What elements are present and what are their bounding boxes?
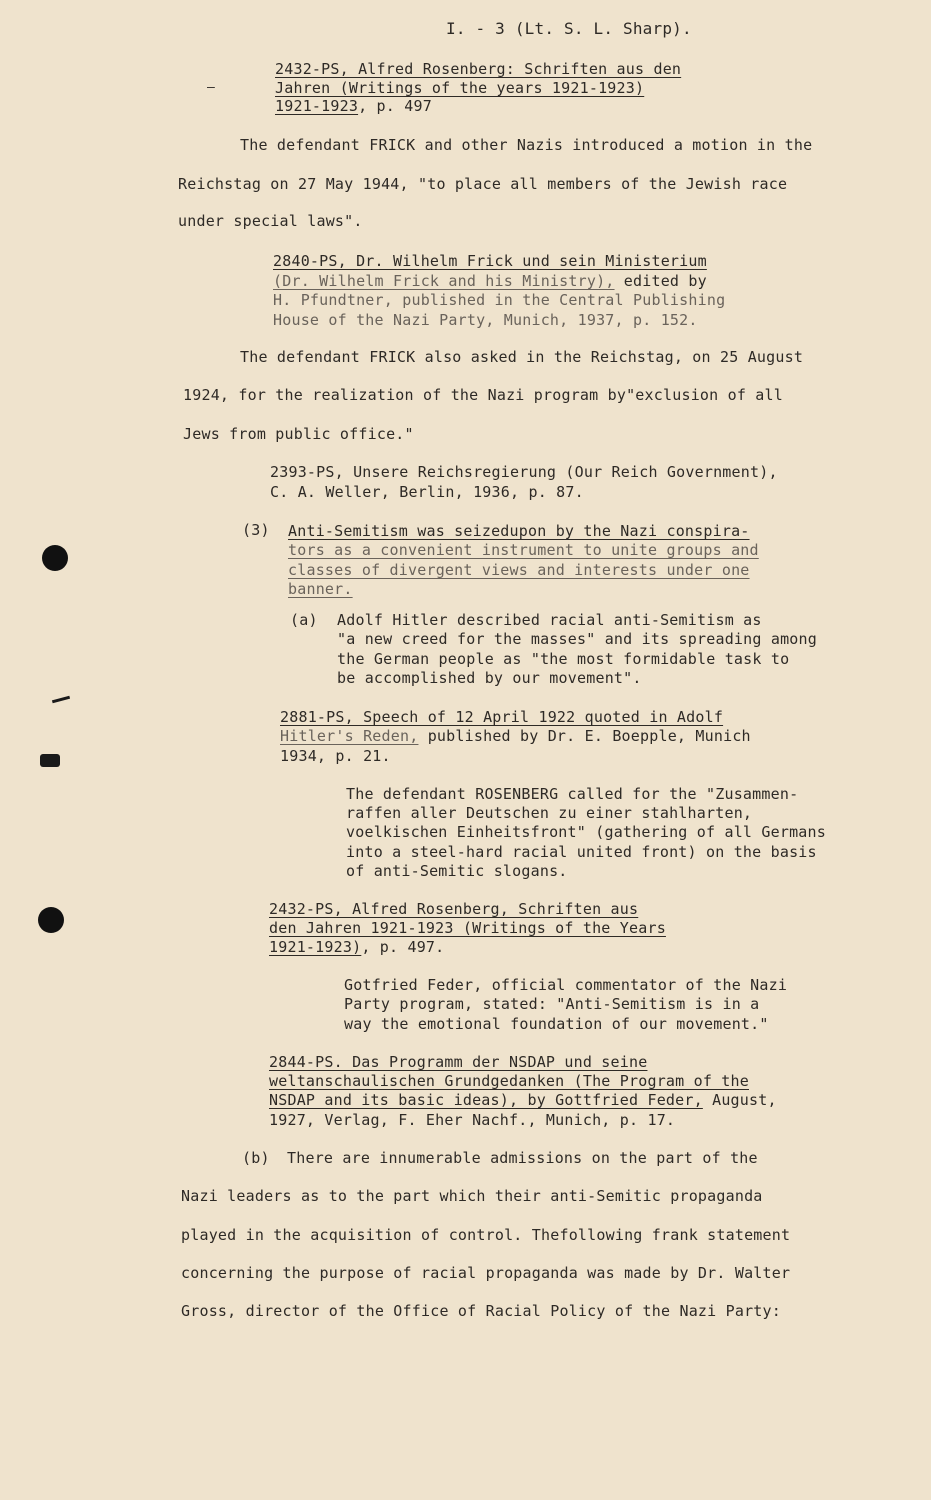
citation-2840-line-2 [273, 272, 707, 290]
para-frick-reichstag-line-1: The defendant FRICK also asked in the Reichstag, on 25 August [240, 348, 804, 366]
point-b-line-2: Nazi leaders as to the part which their anti-Semitic propaganda [181, 1187, 763, 1205]
citation-2844-line-2: weltanschaulischen Grundgedanken (The Program of the [269, 1072, 749, 1090]
citation-2432-line-3 [275, 97, 432, 115]
point-3-line-1: Anti-Semitism was seizedupon by the Nazi conspira- [288, 522, 750, 540]
point-a-line-3: the German people as "the most formidable task to [337, 650, 790, 668]
point-b-line-1: There are innumerable admissions on the part of the [287, 1149, 758, 1167]
citation-page: , p. 497 [358, 97, 432, 115]
ink-blot [40, 754, 60, 767]
para-rosenberg-line-4: into a steel-hard racial united front) on the basis [346, 843, 817, 861]
para-feder-line-3: way the emotional foundation of our movement." [344, 1015, 769, 1033]
point-b-line-4: concerning the purpose of racial propaganda was made by Dr. Walter [181, 1264, 791, 1282]
citation-2844-line-1: 2844-PS. Das Programm der NSDAP und seine [269, 1053, 648, 1071]
para-frick-motion-line-1: The defendant FRICK and other Nazis introduced a motion in the [240, 136, 813, 154]
point-a-line-2: "a new creed for the masses" and its spreading among [337, 630, 817, 648]
citation-2432b-line-1: 2432-PS, Alfred Rosenberg, Schriften aus [269, 900, 639, 918]
para-frick-motion-line-3: under special laws". [178, 212, 363, 230]
page-header: I. - 3 (Lt. S. L. Sharp). [446, 19, 692, 38]
citation-2840-line-1: 2840-PS, Dr. Wilhelm Frick und sein Ministerium [273, 252, 707, 270]
citation-ministry-title: (Dr. Wilhelm Frick and his Ministry), [273, 272, 615, 290]
citation-2432b-line-2: den Jahren 1921-1923 (Writings of the Years [269, 919, 666, 937]
margin-dash: – [207, 80, 215, 95]
citation-page-b: , p. 497. [361, 938, 445, 956]
citation-2432-line-2: Jahren (Writings of the years 1921-1923) [275, 79, 645, 97]
point-b-line-5: Gross, director of the Office of Racial Policy of the Nazi Party: [181, 1302, 781, 1320]
citation-2840-line-4: House of the Nazi Party, Munich, 1937, p. 152. [273, 311, 698, 329]
point-b-line-3: played in the acquisition of control. Thefollowing frank statement [181, 1226, 791, 1244]
citation-edited: edited by [614, 272, 707, 290]
point-a-number: (a) [290, 611, 318, 629]
citation-2844-line-4: 1927, Verlag, F. Eher Nachf., Munich, p. 17. [269, 1111, 676, 1129]
para-feder-line-1: Gotfried Feder, official commentator of the Nazi [344, 976, 788, 994]
citation-2881-line-2 [280, 727, 751, 745]
citation-2432-line-1: 2432-PS, Alfred Rosenberg: Schriften aus den [275, 60, 682, 78]
para-rosenberg-line-1: The defendant ROSENBERG called for the "Zusammen- [346, 785, 799, 803]
point-b-number: (b) [242, 1149, 270, 1167]
para-rosenberg-line-5: of anti-Semitic slogans. [346, 862, 568, 880]
citation-nsdap-ideas: NSDAP and its basic ideas), by Gottfried Feder, [269, 1091, 703, 1109]
citation-years: 1921-1923 [275, 97, 359, 115]
citation-published: published by Dr. E. Boepple, Munich [418, 727, 751, 745]
citation-2393-line-2: C. A. Weller, Berlin, 1936, p. 87. [270, 483, 584, 501]
citation-years-b: 1921-1923) [269, 938, 362, 956]
para-frick-reichstag-line-2: 1924, for the realization of the Nazi program by"exclusion of all [183, 386, 783, 404]
point-3-line-2: tors as a convenient instrument to unite groups and [288, 541, 759, 559]
para-frick-motion-line-2: Reichstag on 27 May 1944, "to place all members of the Jewish race [178, 175, 788, 193]
ink-mark [52, 696, 70, 704]
point-3-line-3: classes of divergent views and interests under one [288, 561, 750, 579]
citation-2840-line-3: H. Pfundtner, published in the Central Publishing [273, 291, 726, 309]
point-a-line-4: be accomplished by our movement". [337, 669, 642, 687]
citation-2432b-line-3 [269, 938, 444, 956]
para-rosenberg-line-3: voelkischen Einheitsfront" (gathering of all Germans [346, 823, 826, 841]
point-3-number: (3) [242, 521, 270, 539]
para-frick-reichstag-line-3: Jews from public office." [183, 425, 414, 443]
para-feder-line-2: Party program, stated: "Anti-Semitism is in a [344, 995, 760, 1013]
binder-hole [38, 907, 64, 933]
citation-2393-line-1: 2393-PS, Unsere Reichsregierung (Our Reich Government), [270, 463, 778, 481]
citation-reden-title: Hitler's Reden, [280, 727, 419, 745]
point-3-line-4: banner. [288, 580, 353, 598]
point-a-line-1: Adolf Hitler described racial anti-Semitism as [337, 611, 762, 629]
citation-2881-line-1: 2881-PS, Speech of 12 April 1922 quoted in Adolf [280, 708, 724, 726]
citation-2844-line-3 [269, 1091, 777, 1109]
citation-august: August, [702, 1091, 777, 1109]
binder-hole [42, 545, 68, 571]
para-rosenberg-line-2: raffen aller Deutschen zu einer stahlharten, [346, 804, 753, 822]
citation-2881-line-3: 1934, p. 21. [280, 747, 391, 765]
